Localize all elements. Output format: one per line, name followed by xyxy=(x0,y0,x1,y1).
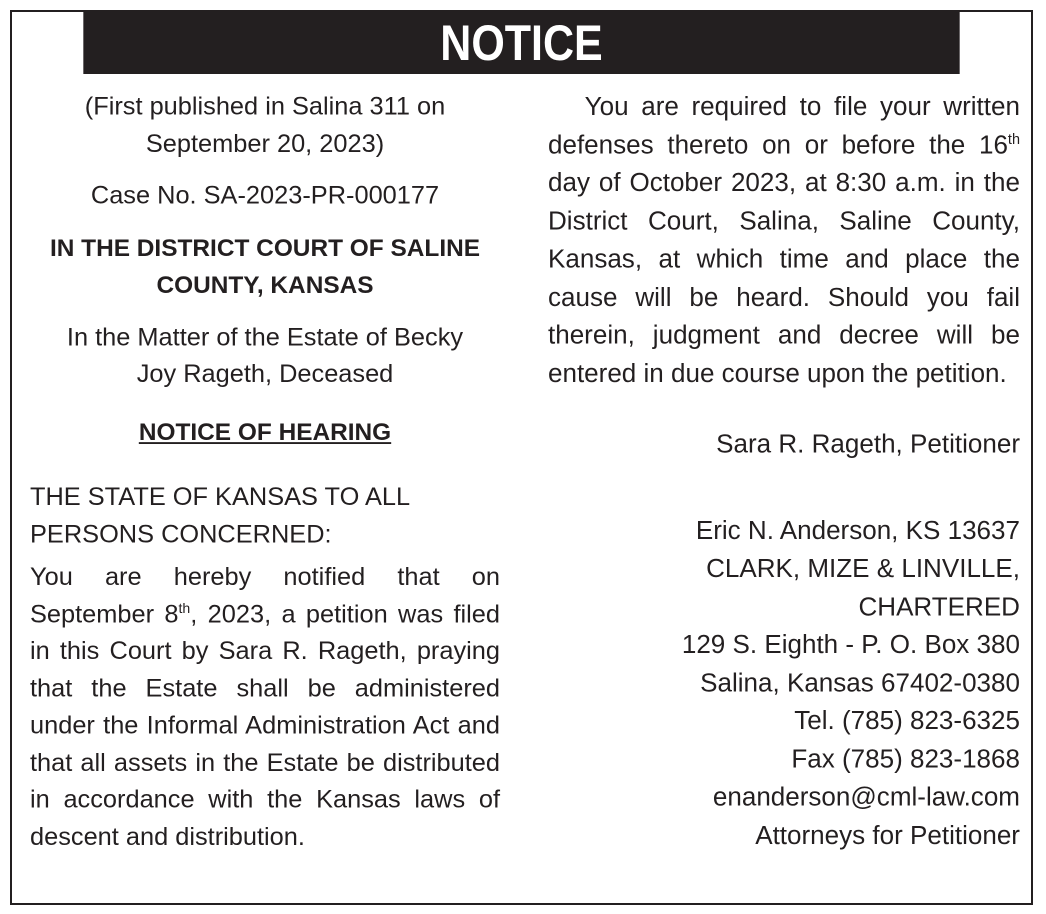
left-column xyxy=(30,88,500,855)
court-line-1: IN THE DISTRICT COURT OF SALINE xyxy=(49,233,481,262)
notice-body-part-1: You are hereby notified that on September 8 xyxy=(30,562,500,628)
notice-body-part-2: , 2023, a petition was filed in this Court by Sara R. Rageth, praying that the Estate shall be administered under the Informal Administration Act and that all assets in the Estate be distributed in accordance with the Kansas laws of descent and distribution. xyxy=(30,599,501,851)
firm-email: enanderson@cml-law.com xyxy=(712,782,1020,812)
case-number: Case No. SA-2023-PR-000177 xyxy=(90,180,440,210)
notice-body-ordinal: th xyxy=(178,600,191,617)
addressee-line-1: THE STATE OF KANSAS TO ALL xyxy=(30,482,411,511)
notice-body xyxy=(30,559,500,856)
legal-notice xyxy=(10,10,1033,905)
firm-fax: Fax (785) 823-1868 xyxy=(791,744,1020,773)
notice-title: NOTICE xyxy=(83,12,959,74)
addressee xyxy=(30,479,500,553)
estate-matter xyxy=(30,319,500,393)
firm-address-1: 129 S. Eighth - P. O. Box 380 xyxy=(681,629,1020,659)
publication-line-1: (First published in Salina 311 on xyxy=(84,91,446,120)
publication-note xyxy=(30,88,500,162)
court-line-2: COUNTY, KANSAS xyxy=(156,270,374,299)
defense-ordinal: th xyxy=(1007,130,1020,148)
firm-address-2: Salina, Kansas 67402-0380 xyxy=(700,667,1020,697)
addressee-line-2: PERSONS CONCERNED: xyxy=(30,519,332,548)
law-firm: CLARK, MIZE & LINVILLE, CHARTERED xyxy=(706,553,1020,621)
petitioner-signature: Sara R. Rageth, Petitioner xyxy=(716,429,1020,459)
matter-line-2: Joy Rageth, Deceased xyxy=(136,359,394,388)
defense-paragraph xyxy=(548,88,1020,393)
defense-part-1: You are required to file your written defenses thereto on or before the 16 xyxy=(548,91,1020,159)
matter-line-1: In the Matter of the Estate of Becky xyxy=(66,322,464,351)
attorney-name: Eric N. Anderson, KS 13637 xyxy=(695,515,1020,545)
hearing-title: NOTICE OF HEARING xyxy=(138,417,392,446)
attorney-role: Attorneys for Petitioner xyxy=(755,820,1020,850)
defense-part-2: day of October 2023, at 8:30 a.m. in the District Court, Salina, Saline County, Kansas, at which time and place the cause will be heard. Should you fail therein, judgment and decree will be entered in due course upon the petition. xyxy=(548,168,1020,388)
attorney-block xyxy=(548,512,1020,855)
court-heading xyxy=(30,229,500,303)
right-column xyxy=(548,88,1020,854)
publication-line-2: September 20, 2023) xyxy=(145,128,385,158)
firm-telephone: Tel. (785) 823-6325 xyxy=(794,705,1020,735)
